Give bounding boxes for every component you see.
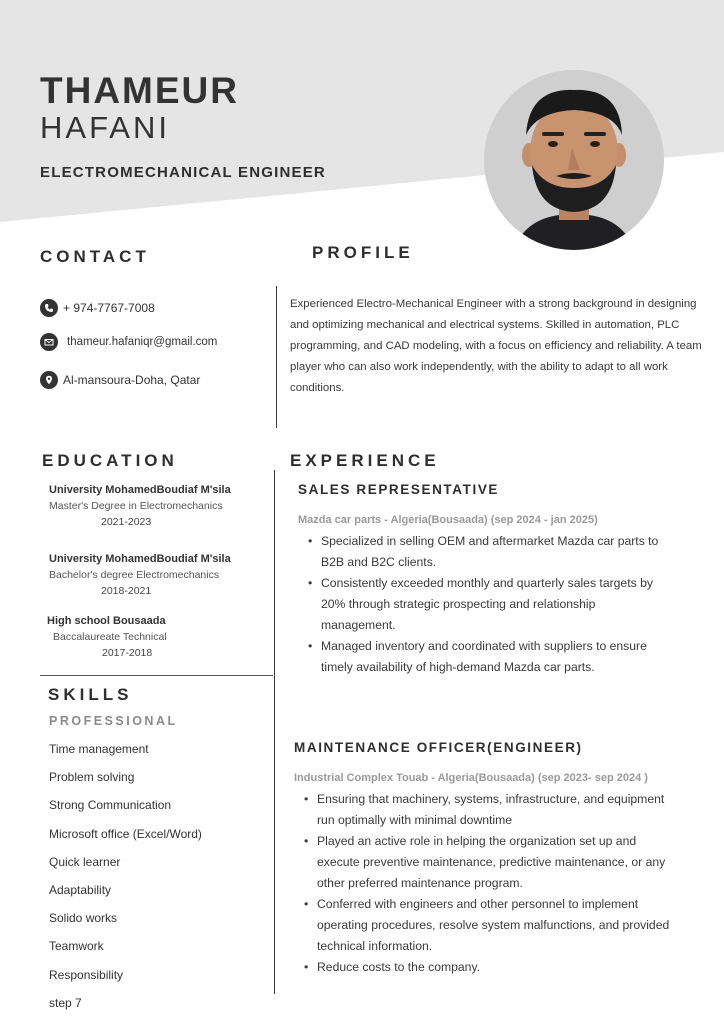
contact-section-title: CONTACT bbox=[40, 247, 150, 266]
profile-summary: Experienced Electro-Mechanical Engineer with a strong background in designing and optimizing mechanical and electrical systems. Skilled in automation, PLC programming, and CAD modeling, with a focus on efficiency and reliability. A team player who can also work independently, with the ability to adapt to all work conditions. bbox=[290, 298, 702, 394]
contact-location bbox=[40, 371, 200, 389]
education-entry bbox=[49, 551, 231, 599]
email-text: thameur.hafaniqr@gmail.com bbox=[67, 336, 218, 348]
skill-item: Solido works bbox=[49, 911, 118, 926]
skill-item: Responsibility bbox=[49, 967, 124, 982]
education-years: 2021-2023 bbox=[101, 516, 152, 528]
experience-bullet: • Played an active role in helping the organization set up and execute preventive maintenance, predictive maintenance, or any other preferred maintenance program. bbox=[304, 831, 676, 894]
education-years: 2018-2021 bbox=[101, 585, 152, 597]
experience-bullet: • Specialized in selling OEM and aftermarket Mazda car parts to B2B and B2C clients. bbox=[308, 531, 673, 573]
profile-section-title: PROFILE bbox=[312, 243, 414, 262]
experience-role: SALES REPRESENTATIVE bbox=[298, 482, 500, 497]
education-degree: Bachelor's degree Electromechanics bbox=[49, 569, 220, 581]
experience-bullet: • Ensuring that machinery, systems, infrastructure, and equipment run optimally with minimal downtime bbox=[304, 789, 676, 831]
experience-role: MAINTENANCE OFFICER(ENGINEER) bbox=[294, 740, 583, 755]
education-entry bbox=[47, 613, 167, 661]
column-divider bbox=[274, 470, 275, 994]
skill-item: Teamwork bbox=[49, 939, 104, 954]
experience-company: Industrial Complex Touab - Algeria(Bousaada) (sep 2023- sep 2024 ) bbox=[294, 772, 648, 784]
experience-section-title: EXPERIENCE bbox=[290, 451, 440, 470]
contact-email[interactable] bbox=[40, 333, 217, 351]
education-section-title: EDUCATION bbox=[42, 451, 178, 470]
phone-text: + 974-7767-7008 bbox=[63, 301, 155, 315]
job-title: ELECTROMECHANICAL ENGINEER bbox=[40, 164, 326, 181]
skill-item: Problem solving bbox=[49, 770, 135, 785]
skill-item: Strong Communication bbox=[49, 798, 172, 813]
experience-bullet: • Consistently exceeded monthly and quarterly sales targets by 20% through strategic prospecting and relationship management. bbox=[308, 573, 673, 636]
email-icon bbox=[40, 333, 58, 351]
skill-item: Time management bbox=[49, 742, 149, 756]
last-name: HAFANI bbox=[40, 110, 170, 145]
first-name: THAMEUR bbox=[40, 70, 239, 111]
skill-item: Adaptability bbox=[49, 882, 112, 897]
phone-icon bbox=[40, 299, 58, 317]
skills-subtitle: PROFESSIONAL bbox=[49, 714, 178, 728]
skill-item: Quick learner bbox=[49, 854, 121, 869]
education-school: University MohamedBoudiaf M'sila bbox=[49, 484, 231, 496]
experience-company: Mazda car parts - Algeria(Bousaada) (sep 2024 - jan 2025) bbox=[298, 514, 598, 526]
profile-divider bbox=[276, 286, 277, 428]
profile-photo bbox=[484, 70, 664, 250]
contact-phone[interactable] bbox=[40, 299, 155, 317]
skill-item: Microsoft office (Excel/Word) bbox=[49, 826, 202, 841]
education-years: 2017-2018 bbox=[102, 647, 153, 659]
education-entry bbox=[49, 482, 231, 530]
experience-bullet: • Reduce costs to the company. bbox=[304, 957, 676, 978]
education-degree: Master's Degree in Electromechanics bbox=[49, 500, 223, 512]
education-school: University MohamedBoudiaf M'sila bbox=[49, 553, 231, 565]
skill-item: step 7 bbox=[49, 995, 82, 1010]
experience-bullet: • Managed inventory and coordinated with suppliers to ensure timely availability of high-demand Mazda car parts. bbox=[308, 636, 673, 678]
skills-section-title: SKILLS bbox=[48, 685, 133, 704]
skills-top-rule bbox=[40, 675, 273, 676]
experience-bullets bbox=[308, 531, 673, 678]
experience-bullets bbox=[304, 789, 676, 978]
location-pin-icon bbox=[40, 371, 58, 389]
skills-list bbox=[49, 739, 202, 1021]
location-text: Al-mansoura-Doha, Qatar bbox=[63, 373, 201, 387]
education-school: High school Bousaada bbox=[47, 615, 166, 627]
education-degree: Baccalaureate Technical bbox=[53, 631, 167, 643]
experience-bullet: • Conferred with engineers and other personnel to implement operating procedures, resolve system malfunctions, and provided technical information. bbox=[304, 894, 676, 957]
